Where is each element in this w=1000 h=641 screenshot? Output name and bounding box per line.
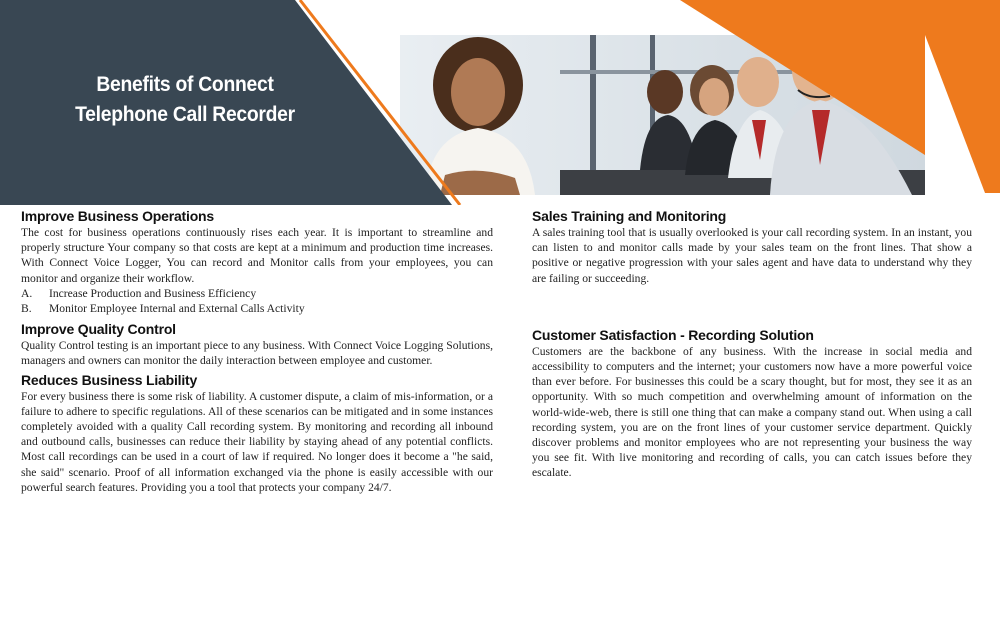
section-improve-quality-control (21, 320, 493, 368)
list-item-text: Increase Production and Business Efficiency (49, 286, 257, 300)
right-column (532, 207, 972, 481)
section-heading: Improve Quality Control (21, 321, 176, 338)
section-heading: Improve Business Operations (21, 208, 214, 224)
section-body: For every business there is some risk of liability. A customer dispute, a claim of mis-information, or a failure to adhere to specific regulations. All of these scenarios can be mitigated and in some instances completely avoided with a quality Call recording system. By monitoring and recording all inbound and outbound calls, businesses can reduce their liability by staying ahead of any potential conflicts. Most call recordings can be used in a court of law if required. No longer does it become a "he said, she said" scenario. Proof of all information exchanged via the phone is easily accessible with our powerful search features. Providing you a tool that protects your company 24/7. (21, 389, 493, 494)
title-line-2: Telephone Call Recorder (75, 103, 295, 126)
section-heading: Reduces Business Liability (21, 371, 198, 388)
section-improve-business-operations (21, 207, 493, 316)
list-item (21, 286, 493, 301)
section-body: A sales training tool that is usually overlooked is your call recording system. In an instant, you can listen to and monitor calls made by your sales team on the front lines. That show a positive or negative progression with your sales agent and have data to understand why they are failing or succeeding. (532, 226, 972, 285)
section-body: The cost for business operations continuously rises each year. It is important to streamline and properly structure Your company so that costs are kept at a minimum and production time increases. With Connect Voice Logger, You can record and Monitor calls from your employees, you can monitor and organize their workflow. (21, 226, 493, 285)
section-reduces-business-liability (21, 371, 493, 495)
section-body: Customers are the backbone of any business. With the increase in social media and accessibility to computers and the internet; your customers now have a more powerful voice than ever before. For businesses this could be a scary thought, but for most, they see it as an opportunity. With so much competition and overwhelming amount of information on the world-wide-web, there is still one thing that can make a company stand out. When using a call recording system, you are on the front lines of your customer service department. Quickly discover problems and monitor employees who are not representing your business the way you see fit. With live monitoring and recording of calls, you can catch issues before they escalate. (532, 344, 972, 480)
left-column (21, 207, 493, 495)
title-line-1: Benefits of Connect (96, 73, 274, 96)
header-banner (0, 0, 1000, 205)
list-marker: A. (21, 286, 33, 300)
section-sales-training (532, 207, 972, 286)
section-heading: Customer Satisfaction - Recording Solution (532, 326, 814, 343)
list-item-text: Monitor Employee Internal and External Calls Activity (49, 302, 305, 316)
section-heading: Sales Training and Monitoring (532, 208, 727, 224)
window-frame (590, 35, 596, 185)
list-item (21, 301, 493, 316)
section-customer-satisfaction (532, 326, 972, 481)
list-marker: B. (21, 302, 32, 316)
page-title (52, 70, 319, 130)
benefit-list (21, 286, 493, 316)
section-body: Quality Control testing is an important piece to any business. With Connect Voice Logging Solutions, managers and owners can monitor the daily interaction between employee and customer. (21, 339, 493, 368)
